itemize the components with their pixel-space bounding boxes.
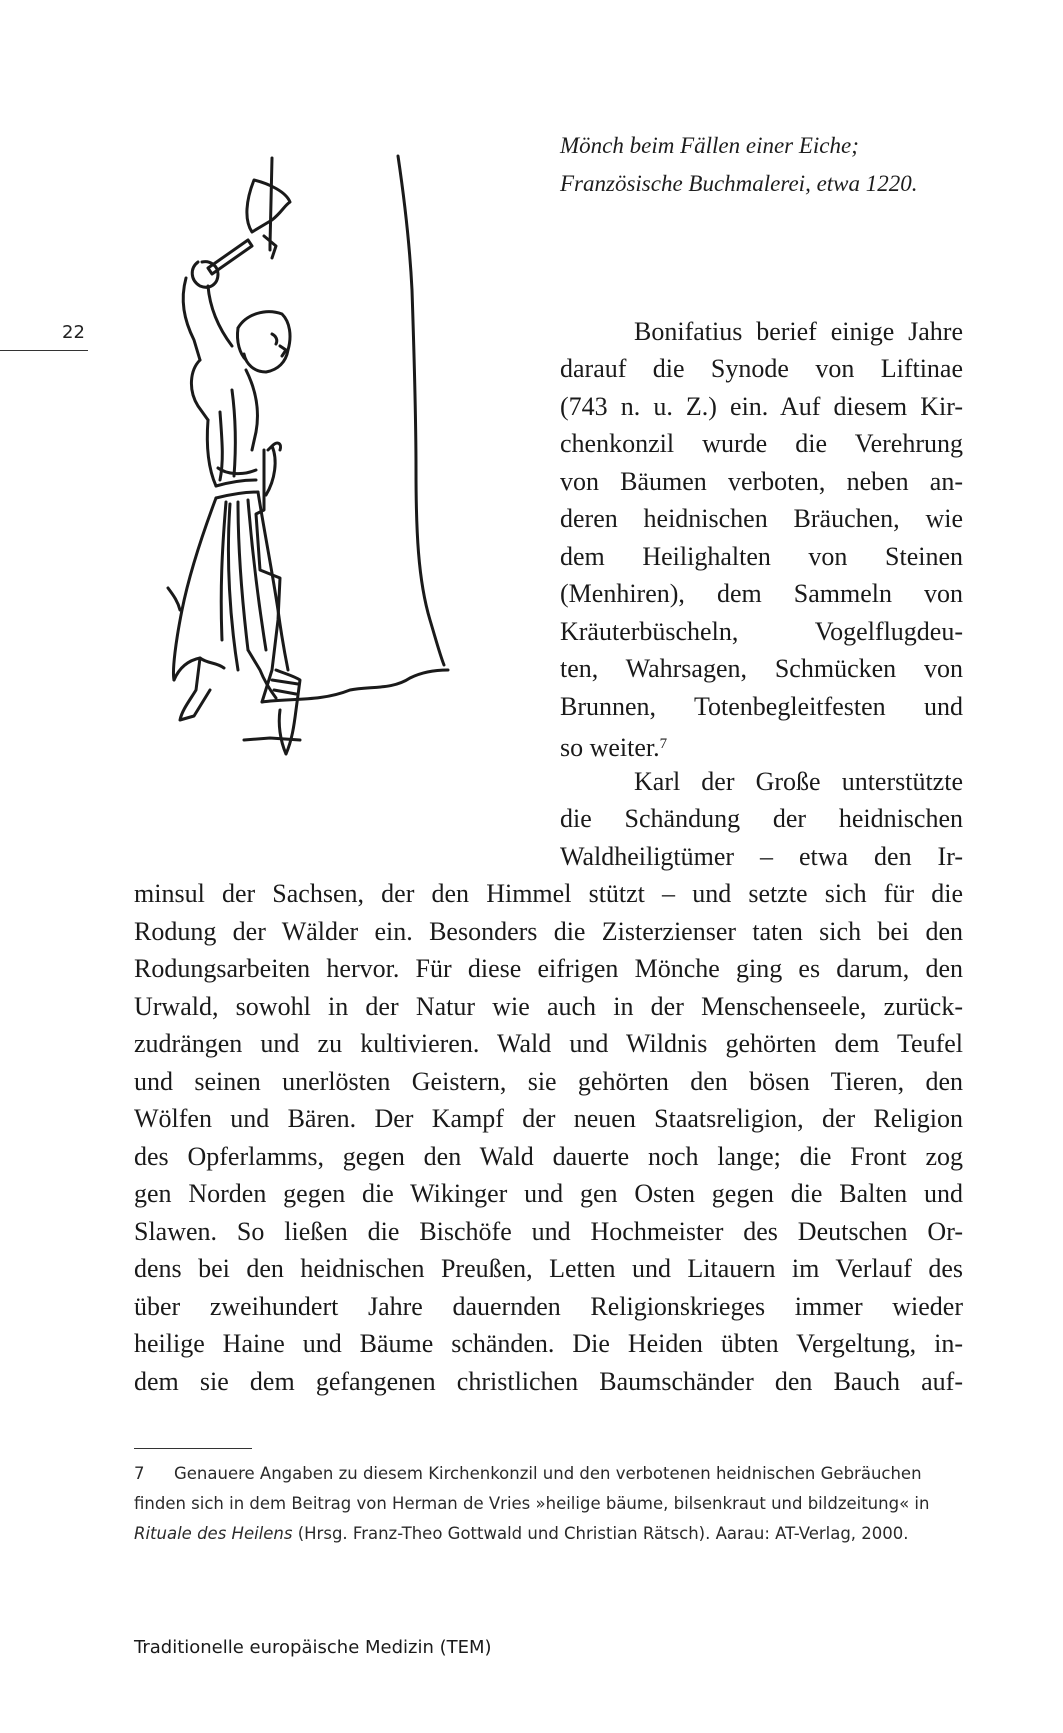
text-line: Waldheiligtümer – etwa den Ir- xyxy=(560,842,963,871)
footnote-number: 7 xyxy=(134,1464,145,1483)
running-footer: Traditionelle europäische Medizin (TEM) xyxy=(134,1637,492,1658)
page-number: 22 xyxy=(62,322,85,343)
footnote-line xyxy=(134,1519,954,1549)
text-line: des Opferlamms, gegen den Wald dauerte noch lange; die Front zog xyxy=(134,1142,963,1171)
text-line: deren heidnischen Bräuchen, wie xyxy=(560,504,963,533)
figure-caption xyxy=(560,127,990,202)
text-line: dens bei den heidnischen Preußen, Letten und Litauern im Verlauf des xyxy=(134,1254,963,1283)
text-line: Rodung der Wälder ein. Besonders die Zisterzienser taten sich bei den xyxy=(134,917,963,946)
text-line: dem sie dem gefangenen christlichen Baumschänder den Bauch auf- xyxy=(134,1367,963,1396)
text-line: Bonifatius berief einige Jahre xyxy=(634,317,963,346)
text-line-content: so weiter. xyxy=(560,733,660,762)
text-line: zudrängen und zu kultivieren. Wald und Wildnis gehörten dem Teufel xyxy=(134,1029,963,1058)
footnote-line: finden sich in dem Beitrag von Herman de Vries »heilige bäume, bilsenkraut und bildzeitung« in xyxy=(134,1494,930,1513)
text-line: heilige Haine und Bäume schänden. Die Heiden übten Vergeltung, in- xyxy=(134,1329,963,1358)
text-line: Karl der Große unterstützte xyxy=(634,767,963,796)
text-line: von Bäumen verboten, neben an- xyxy=(560,467,963,496)
caption-line: Mönch beim Fällen einer Eiche; xyxy=(560,133,859,158)
text-line: ten, Wahrsagen, Schmücken von xyxy=(560,654,963,683)
text-line: dem Heilighalten von Steinen xyxy=(560,542,963,571)
text-line: Brunnen, Totenbegleitfesten und xyxy=(560,692,963,721)
monk-felling-oak-illustration xyxy=(160,150,460,800)
text-line: Kräuterbüscheln, Vogelflugdeu- xyxy=(560,617,963,646)
caption-line: Französische Buchmalerei, etwa 1220. xyxy=(560,170,918,196)
footnote-text: Genauere Angaben zu diesem Kirchenkonzil und den verbotenen heidnischen Gebräuchen xyxy=(174,1464,922,1483)
text-line: minsul der Sachsen, der den Himmel stützt – und setzte sich für die xyxy=(134,879,963,908)
footnote-rule xyxy=(134,1448,252,1449)
page-number-rule xyxy=(0,350,88,351)
text-line: gen Norden gegen die Wikinger und gen Osten gegen die Balten und xyxy=(134,1179,963,1208)
text-line: Slawen. So ließen die Bischöfe und Hochmeister des Deutschen Or- xyxy=(134,1217,963,1246)
text-line: chenkonzil wurde die Verehrung xyxy=(560,429,963,458)
text-line: darauf die Synode von Liftinae xyxy=(560,354,963,383)
text-line: und seinen unerlösten Geistern, sie gehörten den bösen Tieren, den xyxy=(134,1067,963,1096)
footnote-line xyxy=(134,1459,954,1489)
text-line: über zweihundert Jahre dauernden Religionskrieges immer wieder xyxy=(134,1292,963,1321)
text-line: Wölfen und Bären. Der Kampf der neuen Staatsreligion, der Religion xyxy=(134,1104,963,1133)
text-line: Rodungsarbeiten hervor. Für diese eifrigen Mönche ging es darum, den xyxy=(134,954,963,983)
footnote xyxy=(134,1459,954,1549)
text-line: die Schändung der heidnischen xyxy=(560,804,963,833)
footnote-book-title: Rituale des Heilens xyxy=(134,1524,293,1543)
text-line: (Menhiren), dem Sammeln von xyxy=(560,579,963,608)
text-line: (743 n. u. Z.) ein. Auf diesem Kir- xyxy=(560,392,963,421)
footnote-reference[interactable]: 7 xyxy=(659,736,668,752)
footnote-text: (Hrsg. Franz-Theo Gottwald und Christian Rätsch). Aarau: AT-Verlag, 2000. xyxy=(292,1524,909,1543)
text-line: Urwald, sowohl in der Natur wie auch in der Menschenseele, zurück- xyxy=(134,992,963,1021)
text-line xyxy=(560,725,963,763)
